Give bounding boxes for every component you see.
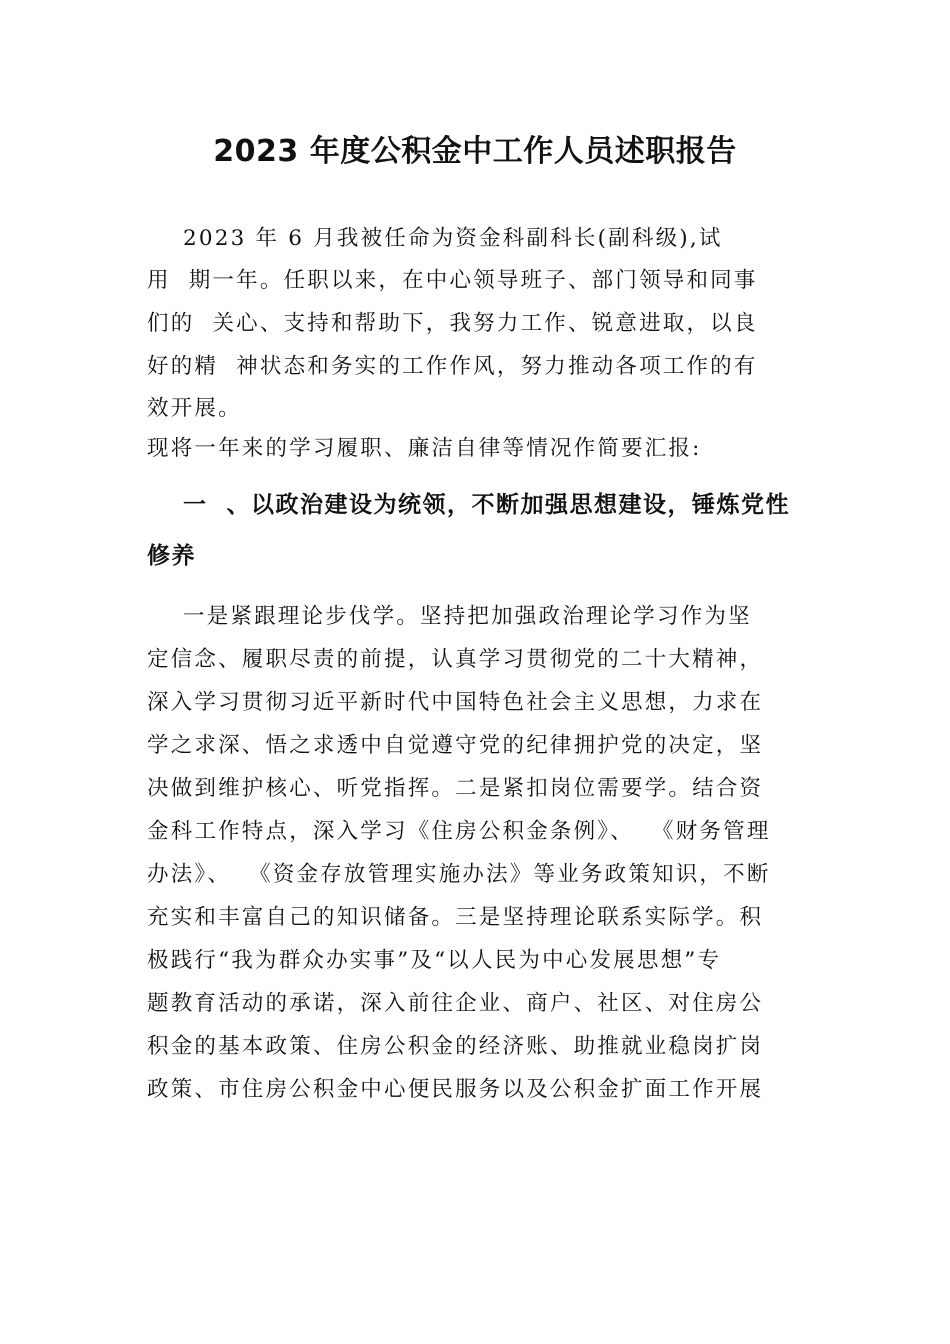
paragraph-line: 现将一年来的学习履职、廉洁自律等情况作简要汇报: bbox=[147, 436, 702, 461]
paragraph-line: 们的 关心、支持和帮助下，我努力工作、锐意进取，以良 bbox=[147, 311, 758, 336]
paragraph-line: 题教育活动的承诺，深入前往企业、商户、社区、对住房公 bbox=[147, 991, 764, 1016]
paragraph-line: 用 期一年。任职以来，在中心领导班子、部门领导和同事 bbox=[147, 268, 758, 293]
paragraph-line: 2023 年 6 月我被任命为资金科副科长(副科级),试 bbox=[183, 226, 723, 251]
section-heading: 修养 bbox=[147, 543, 196, 569]
paragraph-line: 积金的基本政策、住房公积金的经济账、助推就业稳岗扩岗 bbox=[147, 1034, 764, 1059]
section-heading: 一 、以政治建设为统领，不断加强思想建设，锤炼党性 bbox=[183, 492, 791, 518]
paragraph-line: 一是紧跟理论步伐学。坚持把加强政治理论学习作为坚 bbox=[183, 604, 752, 629]
paragraph-line: 办法》、 《资金存放管理实施办法》等业务政策知识，不断 bbox=[147, 862, 771, 887]
document-title: 2023 年度公积金中工作人员述职报告 bbox=[213, 134, 737, 169]
paragraph-line: 政策、市住房公积金中心便民服务以及公积金扩面工作开展 bbox=[147, 1077, 764, 1102]
paragraph-line: 学之求深、悟之求透中自觉遵守党的纪律拥护党的决定，坚 bbox=[147, 733, 764, 758]
paragraph-line: 效开展。 bbox=[147, 396, 242, 421]
paragraph-line: 极践行“我为群众办实事”及“以人民为中心发展思想”专 bbox=[147, 948, 722, 973]
paragraph-line: 决做到维护核心、听党指挥。二是紧扣岗位需要学。结合资 bbox=[147, 776, 764, 801]
paragraph-line: 金科工作特点，深入学习《住房公积金条例》、 《财务管理 bbox=[147, 819, 771, 844]
paragraph-line: 深入学习贯彻习近平新时代中国特色社会主义思想，力求在 bbox=[147, 690, 764, 715]
paragraph-line: 充实和丰富自己的知识储备。三是坚持理论联系实际学。积 bbox=[147, 905, 764, 930]
paragraph-line: 定信念、履职尽责的前提，认真学习贯彻党的二十大精神， bbox=[147, 647, 764, 672]
paragraph-line: 好的精 神状态和务实的工作作风，努力推动各项工作的有 bbox=[147, 354, 758, 379]
